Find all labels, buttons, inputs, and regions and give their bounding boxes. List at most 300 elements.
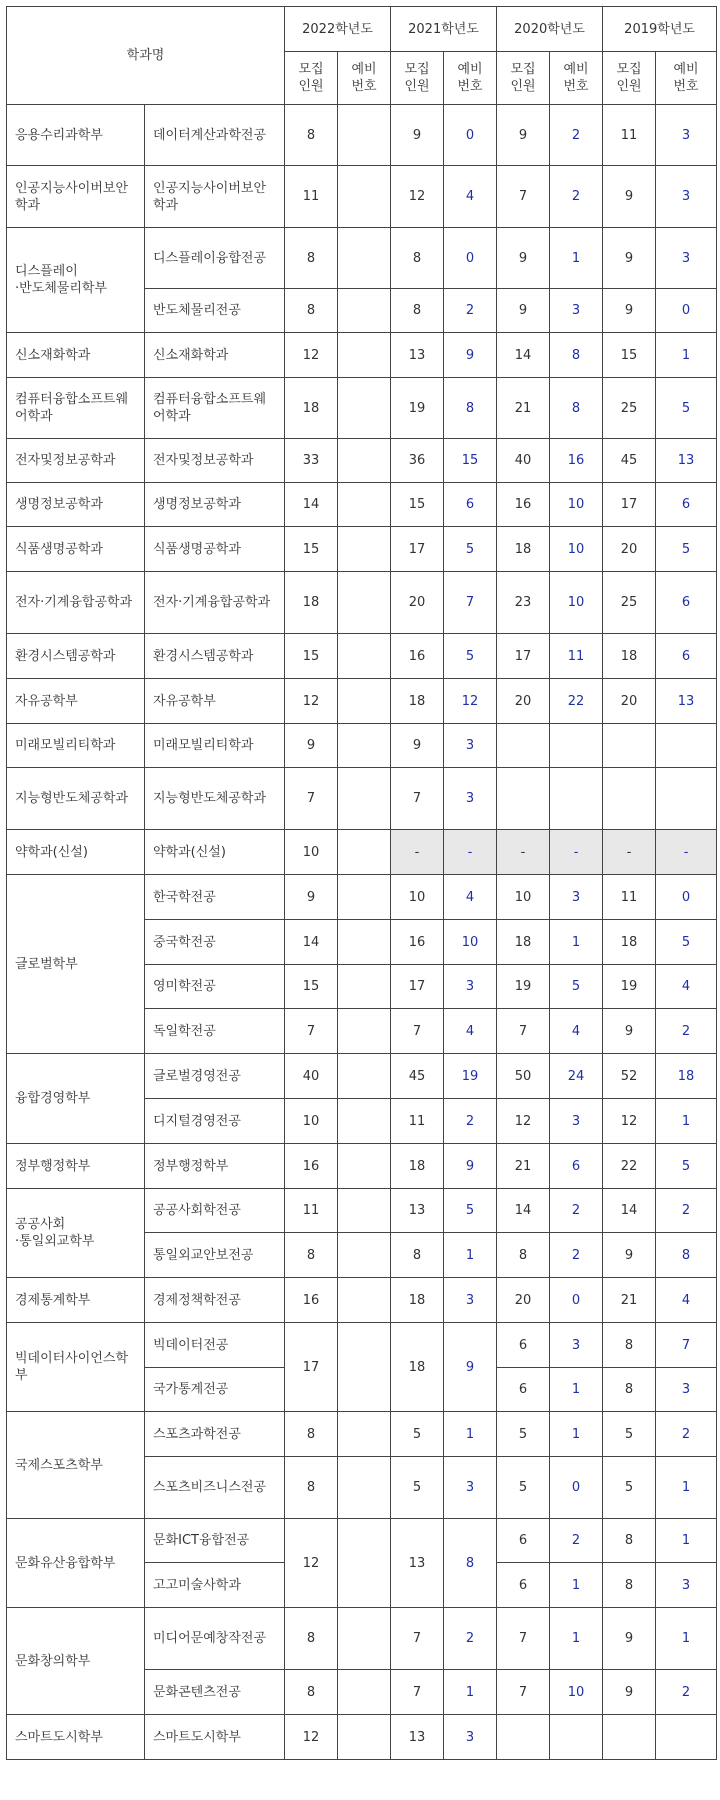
table-row xyxy=(7,875,717,920)
quota-cell: 22 xyxy=(603,1144,656,1189)
quota-cell xyxy=(338,1715,391,1760)
dept-cell: 스포츠과학전공 xyxy=(145,1412,285,1457)
quota-cell: 8 xyxy=(391,228,444,289)
quota-cell: 7 xyxy=(497,1670,550,1715)
quota-cell: 14 xyxy=(497,333,550,378)
quota-cell: 9 xyxy=(603,1670,656,1715)
quota-cell: 45 xyxy=(391,1054,444,1099)
dept-cell: 약학과(신설) xyxy=(145,830,285,875)
quota-cell: 8 xyxy=(391,1233,444,1278)
quota-cell: 15 xyxy=(285,634,338,679)
quota-cell: 12 xyxy=(285,333,338,378)
reserve-cell: 5 xyxy=(656,378,717,439)
quota-cell: - xyxy=(391,830,444,875)
quota-cell: 12 xyxy=(497,1099,550,1144)
dept-cell: 스마트도시학부 xyxy=(145,1715,285,1760)
quota-cell xyxy=(338,105,391,166)
quota-cell xyxy=(603,724,656,768)
quota-cell: 9 xyxy=(391,724,444,768)
quota-cell: 21 xyxy=(603,1278,656,1323)
quota-cell: 10 xyxy=(285,830,338,875)
quota-cell: 11 xyxy=(603,875,656,920)
table-row xyxy=(7,830,717,875)
quota-cell: 7 xyxy=(391,1608,444,1670)
quota-cell: 19 xyxy=(391,378,444,439)
quota-cell: 12 xyxy=(391,166,444,228)
dept-cell: 공공사회 ·통일외교학부 xyxy=(7,1189,145,1278)
reserve-cell: 3 xyxy=(656,1563,717,1608)
table-row xyxy=(7,527,717,572)
quota-cell: 16 xyxy=(391,920,444,965)
quota-cell: 11 xyxy=(391,1099,444,1144)
reserve-cell: 0 xyxy=(444,105,497,166)
quota-cell: 9 xyxy=(603,1009,656,1054)
dept-cell: 정부행정학부 xyxy=(145,1144,285,1189)
quota-cell: 20 xyxy=(391,572,444,634)
reserve-cell: 7 xyxy=(444,572,497,634)
reserve-cell: 2 xyxy=(550,1519,603,1563)
quota-cell: 9 xyxy=(603,1233,656,1278)
table-row xyxy=(7,105,717,166)
reserve-cell: 1 xyxy=(656,1099,717,1144)
dept-cell: 디스플레이융합전공 xyxy=(145,228,285,289)
quota-cell xyxy=(338,439,391,483)
reserve-cell: 1 xyxy=(550,920,603,965)
reserve-cell: 4 xyxy=(656,1278,717,1323)
dept-cell: 디지털경영전공 xyxy=(145,1099,285,1144)
quota-cell: 17 xyxy=(285,1323,338,1412)
reserve-cell: 9 xyxy=(444,1144,497,1189)
reserve-cell: - xyxy=(656,830,717,875)
reserve-cell: 9 xyxy=(444,1323,497,1412)
table-row xyxy=(7,724,717,768)
reserve-cell: 4 xyxy=(656,965,717,1009)
quota-cell: 6 xyxy=(497,1519,550,1563)
quota-cell: 14 xyxy=(603,1189,656,1233)
dept-cell: 글로벌경영전공 xyxy=(145,1054,285,1099)
quota-cell xyxy=(338,768,391,830)
quota-cell: 8 xyxy=(285,105,338,166)
quota-cell: 23 xyxy=(497,572,550,634)
quota-cell: 17 xyxy=(391,965,444,1009)
dept-cell: 스포츠비즈니스전공 xyxy=(145,1457,285,1519)
reserve-cell: 5 xyxy=(656,527,717,572)
dept-cell: 미래모빌리티학과 xyxy=(145,724,285,768)
quota-cell xyxy=(338,1412,391,1457)
reserve-cell: 8 xyxy=(444,1519,497,1608)
dept-cell: 전자·기계융합공학과 xyxy=(145,572,285,634)
quota-cell: 50 xyxy=(497,1054,550,1099)
quota-cell xyxy=(338,1457,391,1519)
quota-cell: 7 xyxy=(391,1670,444,1715)
quota-cell: 6 xyxy=(497,1368,550,1412)
table-row xyxy=(7,1323,717,1368)
table-row xyxy=(7,439,717,483)
reserve-cell: 10 xyxy=(444,920,497,965)
reserve-cell: 1 xyxy=(656,1457,717,1519)
reserve-cell: 4 xyxy=(444,875,497,920)
quota-cell: 9 xyxy=(497,228,550,289)
reserve-cell: 8 xyxy=(444,378,497,439)
quota-cell: 5 xyxy=(391,1457,444,1519)
quota-cell: 7 xyxy=(391,1009,444,1054)
quota-cell: 11 xyxy=(285,166,338,228)
dept-cell: 식품생명공학과 xyxy=(7,527,145,572)
quota-cell xyxy=(338,1670,391,1715)
quota-cell: 7 xyxy=(285,768,338,830)
reserve-cell: 5 xyxy=(444,634,497,679)
quota-cell xyxy=(338,830,391,875)
quota-cell: 18 xyxy=(603,920,656,965)
reserve-cell: 1 xyxy=(656,1519,717,1563)
quota-cell xyxy=(338,228,391,289)
reserve-cell: 1 xyxy=(444,1233,497,1278)
header-year-2019: 2019학년도 xyxy=(603,7,717,52)
quota-cell: 9 xyxy=(497,105,550,166)
table-row xyxy=(7,1189,717,1233)
dept-cell: 경제통계학부 xyxy=(7,1278,145,1323)
reserve-cell: 3 xyxy=(444,965,497,1009)
quota-cell: 11 xyxy=(285,1189,338,1233)
quota-cell: 8 xyxy=(285,1412,338,1457)
admission-table-container xyxy=(6,6,717,1760)
quota-cell xyxy=(338,1608,391,1670)
dept-cell: 빅데이터전공 xyxy=(145,1323,285,1368)
dept-cell: 환경시스템공학과 xyxy=(7,634,145,679)
quota-cell: 8 xyxy=(603,1368,656,1412)
header-dept: 학과명 xyxy=(7,7,285,105)
dept-cell: 디스플레이 ·반도체물리학부 xyxy=(7,228,145,333)
quota-cell xyxy=(550,1715,603,1760)
reserve-cell: 3 xyxy=(656,228,717,289)
quota-cell: 5 xyxy=(391,1412,444,1457)
quota-cell xyxy=(338,1233,391,1278)
quota-cell xyxy=(603,1715,656,1760)
reserve-cell: 6 xyxy=(444,483,497,527)
reserve-cell: 3 xyxy=(444,1457,497,1519)
quota-cell: 18 xyxy=(603,634,656,679)
quota-cell xyxy=(338,1144,391,1189)
dept-cell: 생명정보공학과 xyxy=(7,483,145,527)
reserve-cell: 2 xyxy=(656,1009,717,1054)
quota-cell: 18 xyxy=(391,1144,444,1189)
header-row-years xyxy=(7,7,717,52)
dept-cell: 지능형반도체공학과 xyxy=(7,768,145,830)
quota-cell: 12 xyxy=(285,1715,338,1760)
quota-cell xyxy=(338,1009,391,1054)
quota-cell: 7 xyxy=(285,1009,338,1054)
reserve-cell: 13 xyxy=(656,679,717,724)
quota-cell: 15 xyxy=(391,483,444,527)
reserve-cell: 3 xyxy=(550,289,603,333)
dept-cell: 문화콘텐츠전공 xyxy=(145,1670,285,1715)
dept-cell: 빅데이터사이언스학부 xyxy=(7,1323,145,1412)
reserve-cell: 5 xyxy=(656,920,717,965)
reserve-cell: 5 xyxy=(444,527,497,572)
reserve-cell: 24 xyxy=(550,1054,603,1099)
quota-cell: 7 xyxy=(391,768,444,830)
quota-cell xyxy=(338,1099,391,1144)
table-row xyxy=(7,1519,717,1563)
quota-cell: 33 xyxy=(285,439,338,483)
quota-cell: 9 xyxy=(497,289,550,333)
quota-cell: 10 xyxy=(285,1099,338,1144)
reserve-cell: 8 xyxy=(550,333,603,378)
reserve-cell: 6 xyxy=(656,483,717,527)
quota-cell: 20 xyxy=(497,1278,550,1323)
quota-cell xyxy=(338,289,391,333)
dept-cell: 한국학전공 xyxy=(145,875,285,920)
quota-cell: 18 xyxy=(285,378,338,439)
dept-cell: 전자및정보공학과 xyxy=(7,439,145,483)
quota-cell xyxy=(338,527,391,572)
table-row xyxy=(7,1608,717,1670)
quota-cell: 18 xyxy=(497,920,550,965)
reserve-cell: 15 xyxy=(444,439,497,483)
table-row xyxy=(7,572,717,634)
quota-cell xyxy=(338,724,391,768)
reserve-cell: 1 xyxy=(444,1412,497,1457)
dept-cell: 자유공학부 xyxy=(145,679,285,724)
dept-cell: 응용수리과학부 xyxy=(7,105,145,166)
quota-cell: 19 xyxy=(603,965,656,1009)
reserve-cell: 0 xyxy=(444,228,497,289)
quota-cell: 6 xyxy=(497,1323,550,1368)
reserve-cell: 2 xyxy=(550,166,603,228)
quota-cell: 18 xyxy=(497,527,550,572)
dept-cell: 문화창의학부 xyxy=(7,1608,145,1715)
quota-cell: 40 xyxy=(497,439,550,483)
quota-cell xyxy=(338,875,391,920)
dept-cell: 공공사회학전공 xyxy=(145,1189,285,1233)
quota-cell: 15 xyxy=(285,965,338,1009)
dept-cell: 컴퓨터융합소프트웨어학과 xyxy=(145,378,285,439)
quota-cell: 7 xyxy=(497,166,550,228)
reserve-cell: 6 xyxy=(656,634,717,679)
table-row xyxy=(7,679,717,724)
reserve-cell: 5 xyxy=(444,1189,497,1233)
table-row xyxy=(7,483,717,527)
dept-cell: 미래모빌리티학과 xyxy=(7,724,145,768)
reserve-cell: 9 xyxy=(444,333,497,378)
dept-cell: 융합경영학부 xyxy=(7,1054,145,1144)
reserve-cell: 1 xyxy=(550,1608,603,1670)
quota-cell: 8 xyxy=(391,289,444,333)
reserve-cell: 8 xyxy=(656,1233,717,1278)
header-quota: 모집 인원 xyxy=(603,52,656,105)
reserve-cell: - xyxy=(444,830,497,875)
reserve-cell: 12 xyxy=(444,679,497,724)
quota-cell: - xyxy=(497,830,550,875)
reserve-cell: 4 xyxy=(550,1009,603,1054)
quota-cell: 40 xyxy=(285,1054,338,1099)
quota-cell: 5 xyxy=(497,1457,550,1519)
table-row xyxy=(7,1144,717,1189)
reserve-cell: 3 xyxy=(444,768,497,830)
reserve-cell: - xyxy=(550,830,603,875)
quota-cell xyxy=(338,166,391,228)
dept-cell: 전자및정보공학과 xyxy=(145,439,285,483)
reserve-cell: 3 xyxy=(656,1368,717,1412)
reserve-cell: 2 xyxy=(550,1189,603,1233)
reserve-cell: 2 xyxy=(444,1608,497,1670)
quota-cell: 9 xyxy=(603,166,656,228)
quota-cell: 18 xyxy=(391,1278,444,1323)
quota-cell: 12 xyxy=(285,1519,338,1608)
dept-cell: 생명정보공학과 xyxy=(145,483,285,527)
reserve-cell: 2 xyxy=(656,1412,717,1457)
quota-cell xyxy=(338,920,391,965)
reserve-cell: 16 xyxy=(550,439,603,483)
quota-cell xyxy=(550,724,603,768)
header-quota: 모집 인원 xyxy=(285,52,338,105)
admission-table xyxy=(6,6,717,1760)
table-row xyxy=(7,228,717,289)
quota-cell: 12 xyxy=(285,679,338,724)
dept-cell: 문화유산융합학부 xyxy=(7,1519,145,1608)
quota-cell: 15 xyxy=(603,333,656,378)
reserve-cell: 1 xyxy=(444,1670,497,1715)
quota-cell: 9 xyxy=(285,875,338,920)
header-reserve: 예비 번호 xyxy=(656,52,717,105)
dept-cell: 통일외교안보전공 xyxy=(145,1233,285,1278)
quota-cell: 14 xyxy=(285,920,338,965)
reserve-cell: 13 xyxy=(656,439,717,483)
dept-cell: 신소재화학과 xyxy=(7,333,145,378)
quota-cell: 8 xyxy=(285,1233,338,1278)
dept-cell: 인공지능사이버보안학과 xyxy=(145,166,285,228)
dept-cell: 컴퓨터융합소프트웨어학과 xyxy=(7,378,145,439)
quota-cell xyxy=(338,333,391,378)
quota-cell: 8 xyxy=(285,1670,338,1715)
quota-cell: - xyxy=(603,830,656,875)
dept-cell: 반도체물리전공 xyxy=(145,289,285,333)
quota-cell: 20 xyxy=(497,679,550,724)
header-year-2020: 2020학년도 xyxy=(497,7,603,52)
quota-cell: 12 xyxy=(603,1099,656,1144)
quota-cell: 21 xyxy=(497,1144,550,1189)
reserve-cell: 19 xyxy=(444,1054,497,1099)
quota-cell: 20 xyxy=(603,527,656,572)
quota-cell: 19 xyxy=(497,965,550,1009)
reserve-cell: 0 xyxy=(550,1278,603,1323)
reserve-cell: 10 xyxy=(550,572,603,634)
quota-cell: 8 xyxy=(285,228,338,289)
header-year-2022: 2022학년도 xyxy=(285,7,391,52)
reserve-cell: 18 xyxy=(656,1054,717,1099)
quota-cell: 8 xyxy=(285,1457,338,1519)
quota-cell: 8 xyxy=(285,1608,338,1670)
reserve-cell: 3 xyxy=(656,166,717,228)
reserve-cell: 3 xyxy=(444,1715,497,1760)
table-row xyxy=(7,1715,717,1760)
dept-cell: 미디어문예창작전공 xyxy=(145,1608,285,1670)
dept-cell: 자유공학부 xyxy=(7,679,145,724)
quota-cell: 52 xyxy=(603,1054,656,1099)
reserve-cell: 2 xyxy=(550,105,603,166)
quota-cell: 13 xyxy=(391,1519,444,1608)
reserve-cell: 3 xyxy=(550,875,603,920)
reserve-cell: 8 xyxy=(550,378,603,439)
header-quota: 모집 인원 xyxy=(497,52,550,105)
table-row xyxy=(7,768,717,830)
dept-cell: 고고미술사학과 xyxy=(145,1563,285,1608)
dept-cell: 데이터계산과학전공 xyxy=(145,105,285,166)
quota-cell xyxy=(338,1519,391,1608)
reserve-cell: 1 xyxy=(550,228,603,289)
quota-cell xyxy=(338,378,391,439)
table-row xyxy=(7,1412,717,1457)
dept-cell: 국제스포츠학부 xyxy=(7,1412,145,1519)
reserve-cell: 3 xyxy=(444,724,497,768)
quota-cell: 16 xyxy=(391,634,444,679)
table-row xyxy=(7,634,717,679)
reserve-cell: 0 xyxy=(656,289,717,333)
table-body xyxy=(7,105,717,1760)
quota-cell: 8 xyxy=(497,1233,550,1278)
quota-cell: 8 xyxy=(603,1563,656,1608)
quota-cell: 9 xyxy=(285,724,338,768)
reserve-cell: 3 xyxy=(550,1099,603,1144)
reserve-cell: 1 xyxy=(656,1608,717,1670)
table-row xyxy=(7,333,717,378)
quota-cell: 13 xyxy=(391,333,444,378)
quota-cell: 8 xyxy=(285,289,338,333)
reserve-cell: 11 xyxy=(550,634,603,679)
quota-cell xyxy=(338,1278,391,1323)
quota-cell xyxy=(338,1054,391,1099)
quota-cell xyxy=(338,965,391,1009)
quota-cell: 8 xyxy=(603,1519,656,1563)
dept-cell: 전자·기계융합공학과 xyxy=(7,572,145,634)
table-row xyxy=(7,378,717,439)
quota-cell: 20 xyxy=(603,679,656,724)
reserve-cell: 3 xyxy=(550,1323,603,1368)
quota-cell xyxy=(656,1715,717,1760)
reserve-cell: 1 xyxy=(550,1412,603,1457)
dept-cell: 경제정책학전공 xyxy=(145,1278,285,1323)
reserve-cell: 1 xyxy=(550,1368,603,1412)
quota-cell xyxy=(497,768,550,830)
quota-cell: 9 xyxy=(603,228,656,289)
quota-cell: 9 xyxy=(603,1608,656,1670)
quota-cell: 18 xyxy=(285,572,338,634)
quota-cell: 25 xyxy=(603,378,656,439)
quota-cell: 7 xyxy=(497,1608,550,1670)
quota-cell xyxy=(656,768,717,830)
quota-cell: 36 xyxy=(391,439,444,483)
reserve-cell: 2 xyxy=(656,1670,717,1715)
header-year-2021: 2021학년도 xyxy=(391,7,497,52)
dept-cell: 식품생명공학과 xyxy=(145,527,285,572)
reserve-cell: 10 xyxy=(550,483,603,527)
table-row xyxy=(7,1054,717,1099)
reserve-cell: 5 xyxy=(656,1144,717,1189)
dept-cell: 국가통계전공 xyxy=(145,1368,285,1412)
quota-cell: 8 xyxy=(603,1323,656,1368)
reserve-cell: 0 xyxy=(550,1457,603,1519)
quota-cell: 18 xyxy=(391,1323,444,1412)
quota-cell: 16 xyxy=(285,1144,338,1189)
dept-cell: 신소재화학과 xyxy=(145,333,285,378)
reserve-cell: 2 xyxy=(444,289,497,333)
quota-cell xyxy=(338,483,391,527)
header-reserve: 예비 번호 xyxy=(550,52,603,105)
table-row xyxy=(7,1278,717,1323)
quota-cell: 18 xyxy=(391,679,444,724)
header-reserve: 예비 번호 xyxy=(338,52,391,105)
reserve-cell: 1 xyxy=(656,333,717,378)
